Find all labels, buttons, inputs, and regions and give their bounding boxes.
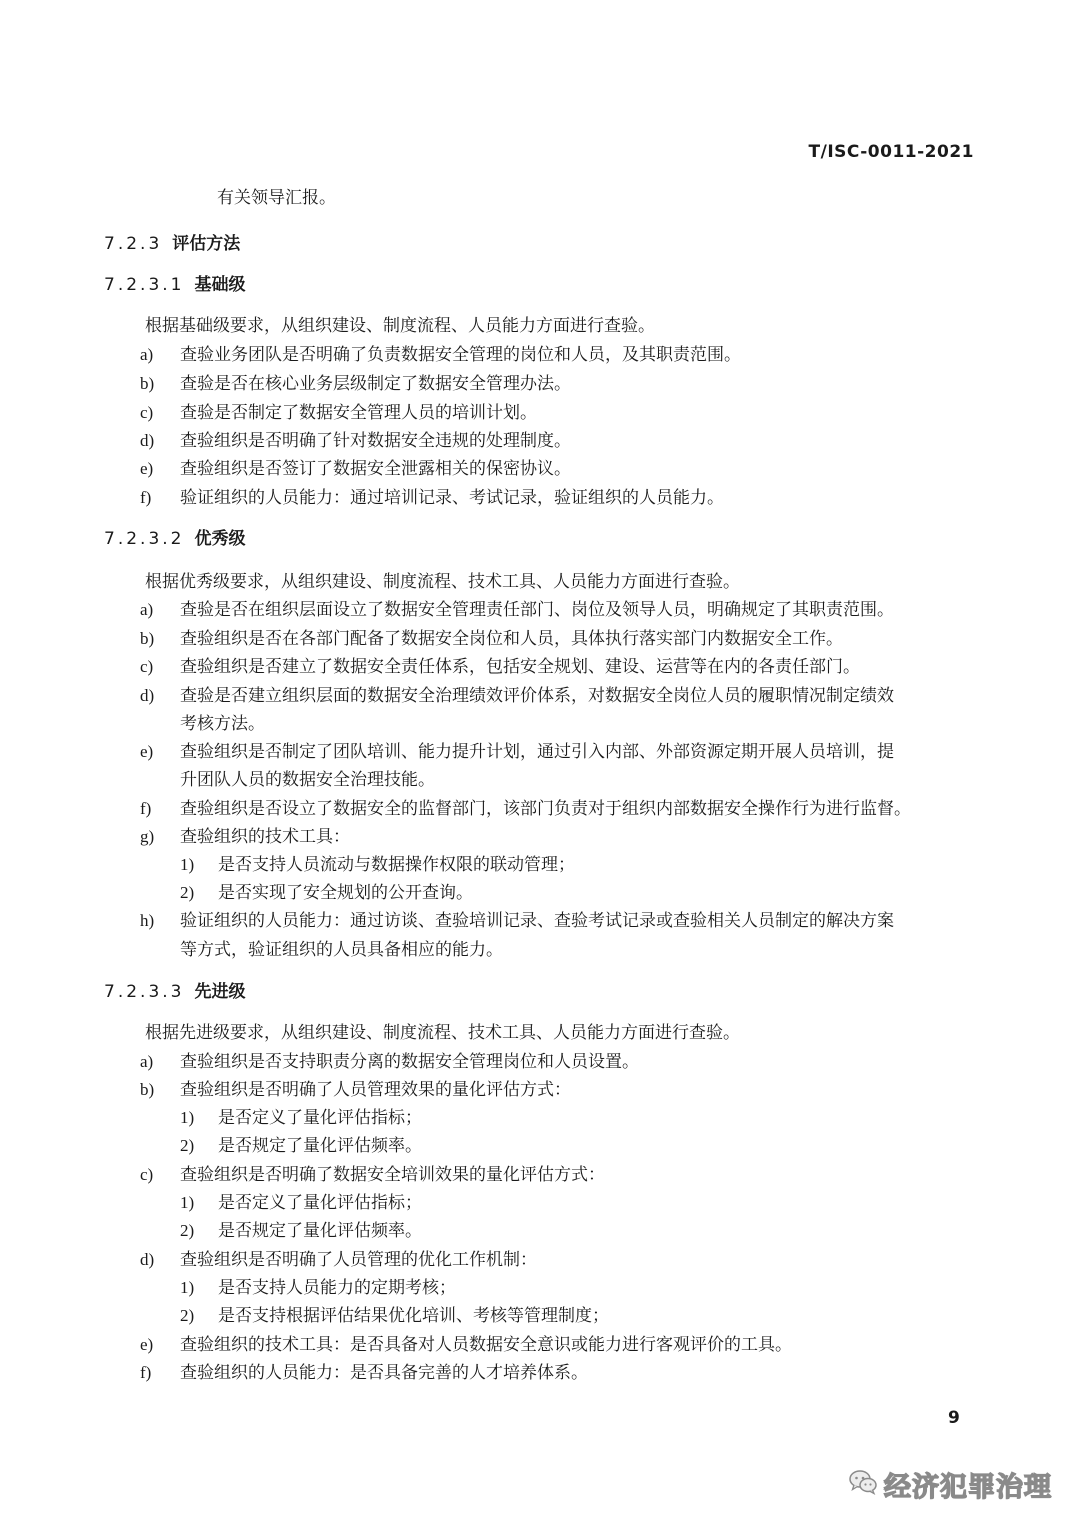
list-item: h) 验证组织的人员能力：通过访谈、查验培训记录、查验考试记录或查验相关人员制定的解决方案 <box>140 911 894 931</box>
section-heading-excellent <box>104 528 245 550</box>
list-item: e) 查验组织的技术工具：是否具备对人员数据安全意识或能力进行客观评价的工具。 <box>140 1335 792 1355</box>
section-number: 7.2.3.3 <box>104 982 185 1002</box>
advanced-intro: 根据先进级要求，从组织建设、制度流程、技术工具、人员能力方面进行查验。 <box>145 1023 740 1043</box>
list-item: f) 验证组织的人员能力：通过培训记录、考试记录，验证组织的人员能力。 <box>140 488 724 508</box>
standard-code: T/ISC-0011-2021 <box>808 142 974 162</box>
section-heading-7-2-3 <box>104 233 240 255</box>
list-item: f) 查验组织是否设立了数据安全的监督部门，该部门负责对于组织内部数据安全操作行为进行监督。 <box>140 799 911 819</box>
sub-item: 2) 是否支持根据评估结果优化培训、考核等管理制度； <box>180 1306 609 1326</box>
section-number: 7.2.3 <box>104 234 163 254</box>
list-item: b) 查验是否在核心业务层级制定了数据安全管理办法。 <box>140 374 571 394</box>
list-item: f) 查验组织的人员能力：是否具备完善的人才培养体系。 <box>140 1363 588 1383</box>
list-item: c) 查验组织是否建立了数据安全责任体系，包括安全规划、建设、运营等在内的各责任部门。 <box>140 657 860 677</box>
sub-item: 2) 是否实现了安全规划的公开查询。 <box>180 883 473 903</box>
list-item-continuation: 等方式，验证组织的人员具备相应的能力。 <box>180 940 503 960</box>
list-item: d) 查验组织是否明确了人员管理的优化工作机制： <box>140 1250 537 1270</box>
section-heading-basic <box>104 274 245 296</box>
watermark-text: 经济犯罪治理 <box>884 1471 1052 1503</box>
basic-intro: 根据基础级要求，从组织建设、制度流程、人员能力方面进行查验。 <box>145 316 655 336</box>
list-item-continuation: 升团队人员的数据安全治理技能。 <box>180 770 435 790</box>
list-item: a) 查验组织是否支持职责分离的数据安全管理岗位和人员设置。 <box>140 1052 639 1072</box>
section-title: 先进级 <box>194 982 246 1002</box>
list-item: d) 查验是否建立组织层面的数据安全治理绩效评价体系，对数据安全岗位人员的履职情况制定绩效 <box>140 686 894 706</box>
section-title: 评估方法 <box>172 234 241 254</box>
list-item: a) 查验业务团队是否明确了负责数据安全管理的岗位和人员，及其职责范围。 <box>140 345 741 365</box>
section-heading-advanced <box>104 981 245 1003</box>
page-number: 9 <box>948 1408 960 1428</box>
continuation-text: 有关领导汇报。 <box>217 188 336 208</box>
excellent-intro: 根据优秀级要求，从组织建设、制度流程、技术工具、人员能力方面进行查验。 <box>145 572 740 592</box>
section-title: 基础级 <box>194 275 246 295</box>
sub-item: 1) 是否定义了量化评估指标； <box>180 1193 422 1213</box>
section-number: 7.2.3.2 <box>104 529 185 549</box>
sub-item: 1) 是否支持人员流动与数据操作权限的联动管理； <box>180 855 575 875</box>
sub-item: 1) 是否支持人员能力的定期考核； <box>180 1278 456 1298</box>
watermark <box>848 1462 1052 1506</box>
list-item: c) 查验是否制定了数据安全管理人员的培训计划。 <box>140 403 537 423</box>
section-number: 7.2.3.1 <box>104 275 185 295</box>
list-item: d) 查验组织是否明确了针对数据安全违规的处理制度。 <box>140 431 571 451</box>
list-item: b) 查验组织是否明确了人员管理效果的量化评估方式： <box>140 1080 571 1100</box>
list-item: a) 查验是否在组织层面设立了数据安全管理责任部门、岗位及领导人员，明确规定了其职责范围。 <box>140 600 894 620</box>
list-item: e) 查验组织是否签订了数据安全泄露相关的保密协议。 <box>140 459 571 479</box>
sub-item: 1) 是否定义了量化评估指标； <box>180 1108 422 1128</box>
list-item-continuation: 考核方法。 <box>180 714 265 734</box>
list-item: e) 查验组织是否制定了团队培训、能力提升计划，通过引入内部、外部资源定期开展人员培训，提 <box>140 742 894 762</box>
list-item: c) 查验组织是否明确了数据安全培训效果的量化评估方式： <box>140 1165 605 1185</box>
sub-item: 2) 是否规定了量化评估频率。 <box>180 1221 422 1241</box>
list-item: g) 查验组织的技术工具： <box>140 827 350 847</box>
wechat-icon <box>848 1469 878 1499</box>
sub-item: 2) 是否规定了量化评估频率。 <box>180 1136 422 1156</box>
section-title: 优秀级 <box>194 529 246 549</box>
list-item: b) 查验组织是否在各部门配备了数据安全岗位和人员，具体执行落实部门内数据安全工作。 <box>140 629 843 649</box>
